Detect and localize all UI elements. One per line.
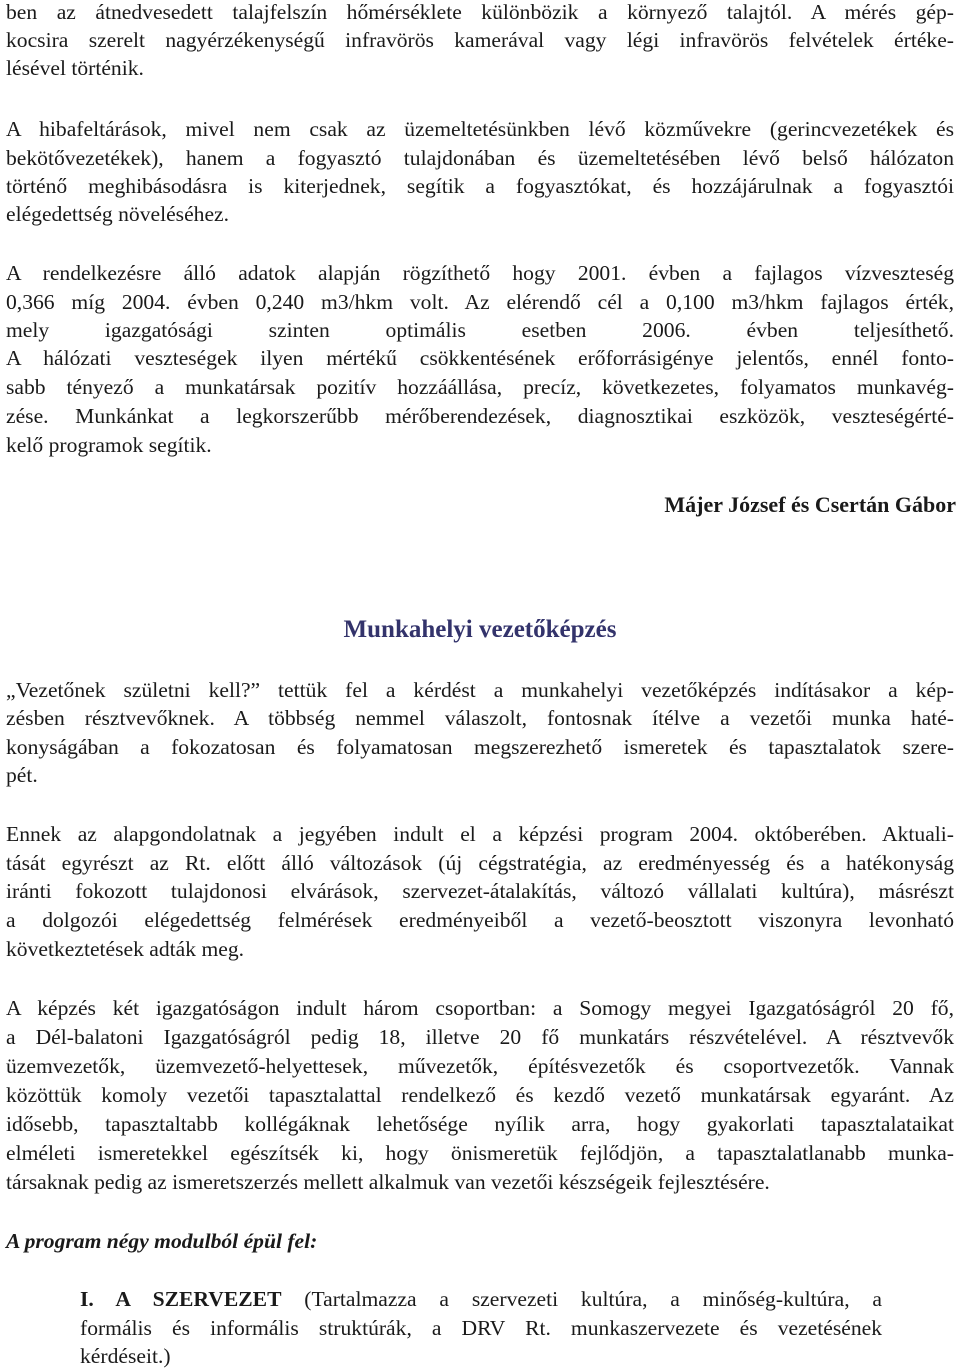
- module-item-1-title: I. A SZERVEZET: [80, 1287, 282, 1311]
- paragraph-line: bekötővezetékek), hanem a fogyasztó tulajdonában és üzemeltetésében lévő belső hálózaton: [6, 146, 954, 170]
- paragraph-line: kocsira szerelt nagyérzékenységű infravörös kamerával vagy légi infravörös felvételek értéke-: [6, 28, 954, 52]
- module-item-1-line: formális és informális struktúrák, a DRV Rt. munkaszervezete és vezetésének: [80, 1316, 882, 1340]
- paragraph-line: idősebb, tapasztaltabb kollégáknak lehetősége nyílik arra, hogy gyakorlati tapasztalataikat: [6, 1112, 954, 1136]
- paragraph-line: történő meghibásodásra is kiterjednek, segítik a fogyasztókat, és hozzájárulnak a fogyasztói: [6, 174, 954, 198]
- paragraph-line: társaknak pedig az ismeretszerzés mellett alkalmuk van vezetői készségeik fejlesztésére.: [6, 1170, 770, 1194]
- paragraph-line: lésével történik.: [6, 56, 144, 80]
- paragraph-line: a dolgozói elégedettség felmérések eredményeiből a vezető-beosztott viszonyra levonható: [6, 908, 954, 932]
- modules-heading: A program négy modulból épül fel:: [6, 1229, 318, 1253]
- paragraph-line: Ennek az alapgondolatnak a jegyében indult el a képzési program 2004. októberében. Aktuali-: [6, 822, 954, 846]
- paragraph-line: a Dél-balatoni Igazgatóságról pedig 18, illetve 20 fő munkatárs részvételével. A résztvevők: [6, 1025, 954, 1049]
- paragraph-line: A rendelkezésre álló adatok alapján rögzíthető hogy 2001. évben a fajlagos vízveszteség: [6, 261, 954, 285]
- paragraph-line: pét.: [6, 763, 38, 787]
- paragraph-line: A hálózati veszteségek ilyen mértékű csökkentésének erőforrásigénye jelentős, ennél fonto-: [6, 346, 954, 370]
- module-item-1-line: [80, 1285, 882, 1314]
- paragraph-line: mely igazgatósági szinten optimális esetben 2006. évben teljesíthető.: [6, 318, 954, 342]
- paragraph-line: A hibafeltárások, mivel nem csak az üzemeltetésünkben lévő közművekre (gerincvezetékek és: [6, 117, 954, 141]
- module-item-1-text: (Tartalmazza a szervezeti kultúra, a minőség-kultúra, a: [281, 1287, 882, 1311]
- paragraph-line: tását egyrészt az Rt. előtt álló változások (új cégstratégia, az eredményesség és a hatékonyság: [6, 851, 954, 875]
- paragraph-line: A képzés két igazgatóságon indult három csoportban: a Somogy megyei Igazgatóságról 20 fő,: [6, 996, 954, 1020]
- paragraph-line: konyságában a fokozatosan és folyamatosan megszerezhető ismeretek és tapasztalatok szere-: [6, 735, 954, 759]
- paragraph-line: következtetések adták meg.: [6, 937, 245, 961]
- paragraph-line: zése. Munkánkat a legkorszerűbb mérőberendezések, diagnosztikai eszközök, veszteségérté-: [6, 404, 954, 428]
- author-signature: Májer József és Csertán Gábor: [664, 492, 956, 517]
- paragraph-line: kelő programok segítik.: [6, 433, 212, 457]
- paragraph-line: közöttük komoly vezetői tapasztalattal rendelkező és kezdő vezető munkatársak egyaránt. Az: [6, 1083, 954, 1107]
- paragraph-line: elméleti ismeretekkel egészítsék ki, hogy önismeretük fejlődjön, a tapasztalatlanabb munka-: [6, 1141, 954, 1165]
- module-item-1-line: kérdéseit.): [80, 1344, 171, 1368]
- paragraph-line: iránti fokozott tulajdonosi elvárások, szervezet-átalakítás, változó vállalati kultúra), másrészt: [6, 879, 954, 903]
- paragraph-line: 0,366 míg 2004. évben 0,240 m3/hkm volt. Az elérendő cél a 0,100 m3/hkm fajlagos érték,: [6, 290, 954, 314]
- paragraph-line: üzemvezetők, üzemvezető-helyettesek, művezetők, építésvezetők és csoportvezetők. Vannak: [6, 1054, 954, 1078]
- paragraph-line: zésben résztvevőknek. A többség nemmel válaszolt, fontosnak ítélve a vezetői munka haté-: [6, 706, 954, 730]
- paragraph-line: „Vezetőnek születni kell?” tettük fel a kérdést a munkahelyi vezetőképzés indításakor a kép-: [6, 678, 954, 702]
- paragraph-line: elégedettség növeléséhez.: [6, 202, 230, 226]
- paragraph-line: ben az átnedvesedett talajfelszín hőmérséklete különbözik a környező talajtól. A mérés gép-: [6, 0, 954, 24]
- section-title: Munkahelyi vezetőképzés: [343, 616, 617, 643]
- paragraph-line: sabb tényező a munkatársak pozitív hozzáállása, precíz, következetes, folyamatos munkavég-: [6, 375, 954, 399]
